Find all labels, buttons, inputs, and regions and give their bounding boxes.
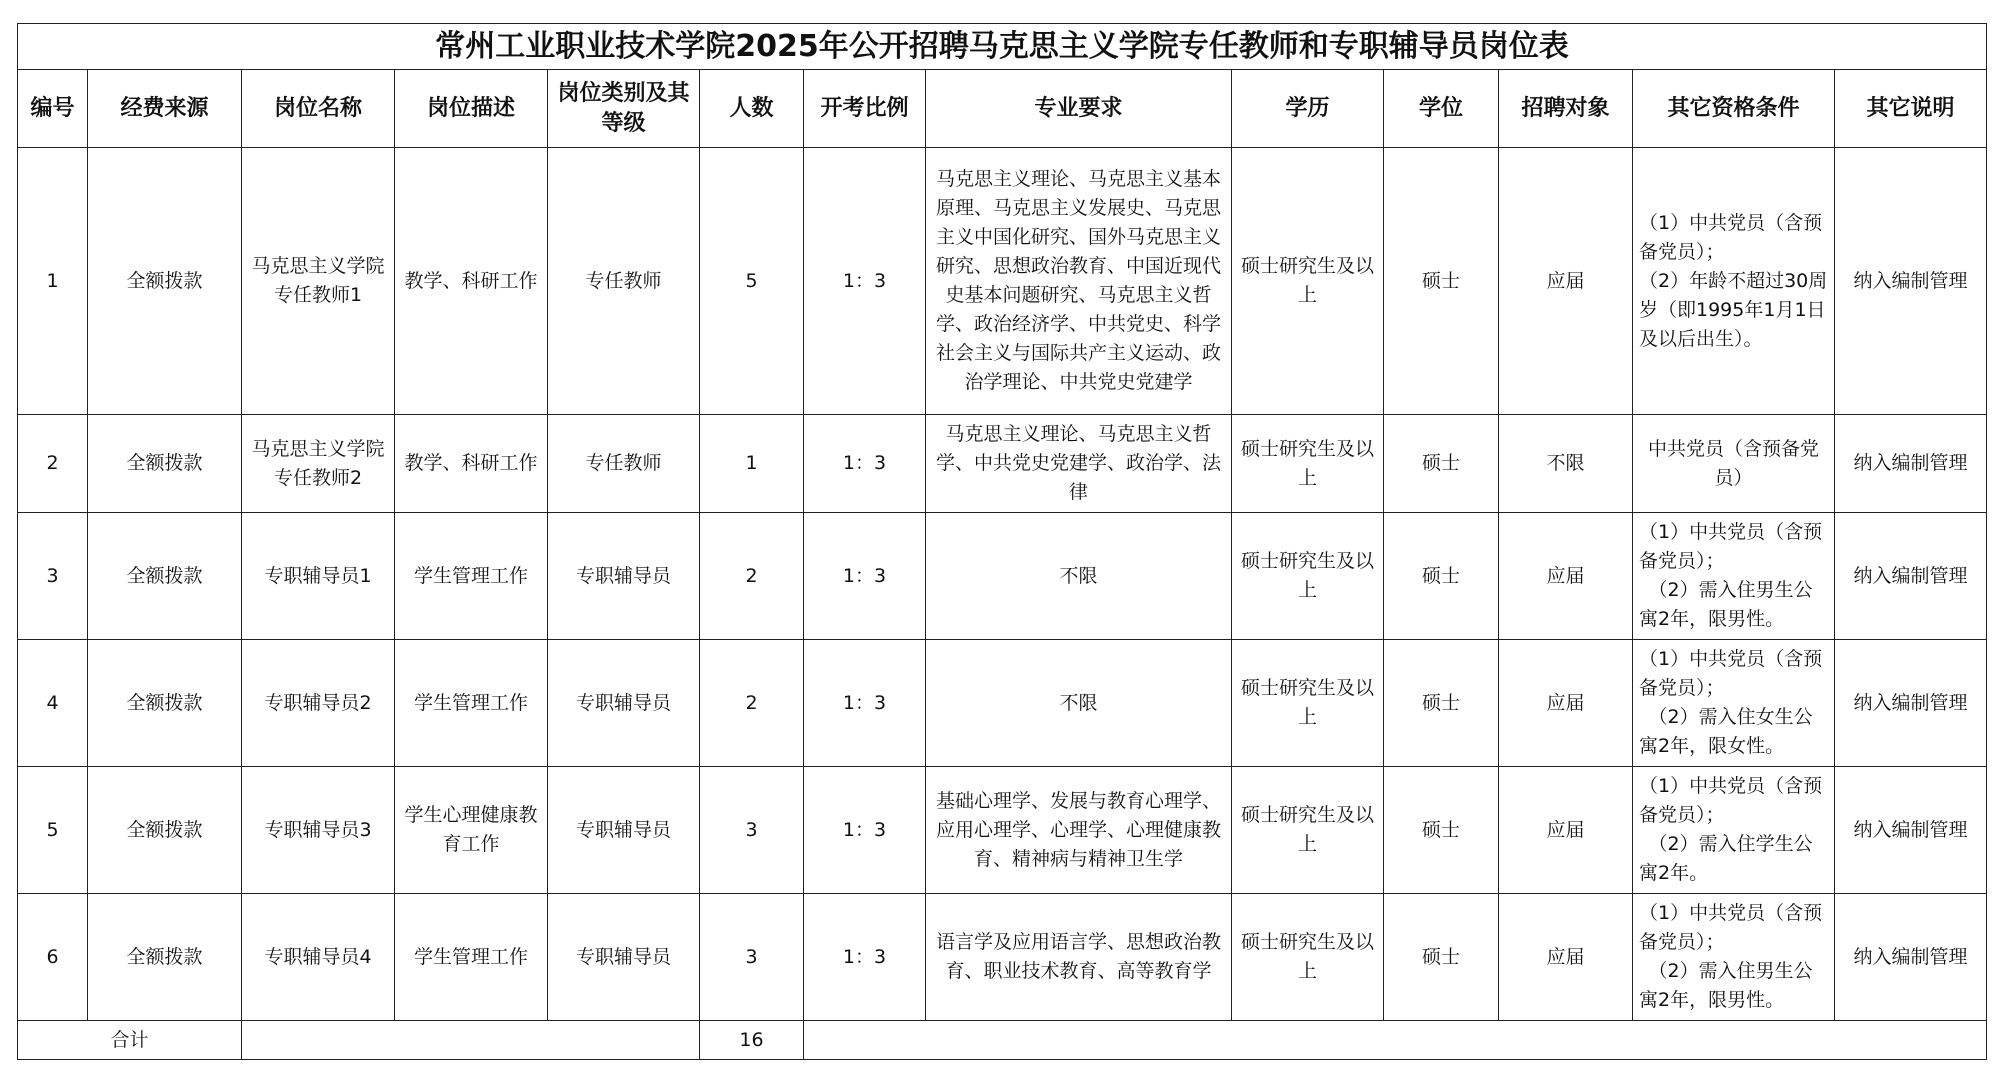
cell-target: 应届: [1499, 767, 1633, 894]
header-degree: 学位: [1384, 70, 1499, 148]
cell-conditions: [1633, 513, 1835, 640]
condition-line: （2）年龄不超过30周岁（即1995年1月1日及以后出生）。: [1639, 269, 1828, 350]
cell-funding: 全额拨款: [88, 148, 242, 415]
cell-position: 马克思主义学院专任教师1: [242, 148, 395, 415]
header-notes: 其它说明: [1835, 70, 1987, 148]
cell-count: 5: [700, 148, 804, 415]
cell-funding: 全额拨款: [88, 767, 242, 894]
cell-notes: 纳入编制管理: [1835, 894, 1987, 1021]
cell-major: 基础心理学、发展与教育心理学、应用心理学、心理学、心理健康教育、精神病与精神卫生学: [926, 767, 1232, 894]
cell-degree: 硕士: [1384, 513, 1499, 640]
header-ratio: 开考比例: [804, 70, 926, 148]
cell-notes: 纳入编制管理: [1835, 415, 1987, 513]
header-row: [18, 70, 1987, 148]
cell-count: 3: [700, 894, 804, 1021]
table-row: [18, 767, 1987, 894]
cell-major: 马克思主义理论、马克思主义哲学、中共党史党建学、政治学、法律: [926, 415, 1232, 513]
total-count: 16: [700, 1021, 804, 1060]
cell-funding: 全额拨款: [88, 415, 242, 513]
cell-notes: 纳入编制管理: [1835, 767, 1987, 894]
cell-category: 专任教师: [548, 148, 700, 415]
cell-count: 2: [700, 513, 804, 640]
cell-funding: 全额拨款: [88, 640, 242, 767]
cell-education: 硕士研究生及以上: [1232, 640, 1384, 767]
cell-category: 专任教师: [548, 415, 700, 513]
cell-notes: 纳入编制管理: [1835, 640, 1987, 767]
cell-conditions: [1633, 767, 1835, 894]
cell-funding: 全额拨款: [88, 513, 242, 640]
cell-ratio: 1：3: [804, 640, 926, 767]
header-position: 岗位名称: [242, 70, 395, 148]
condition-line: （1）中共党员（含预备党员）；: [1639, 521, 1823, 572]
header-education: 学历: [1232, 70, 1384, 148]
cell-degree: 硕士: [1384, 640, 1499, 767]
cell-ratio: 1：3: [804, 513, 926, 640]
cell-position: 专职辅导员2: [242, 640, 395, 767]
header-major: 专业要求: [926, 70, 1232, 148]
total-row: [18, 1021, 1987, 1060]
cell-education: 硕士研究生及以上: [1232, 415, 1384, 513]
cell-funding: 全额拨款: [88, 894, 242, 1021]
cell-education: 硕士研究生及以上: [1232, 767, 1384, 894]
cell-no: 3: [18, 513, 88, 640]
cell-education: 硕士研究生及以上: [1232, 148, 1384, 415]
header-funding: 经费来源: [88, 70, 242, 148]
recruitment-table: [17, 23, 1987, 1060]
cell-conditions: [1633, 894, 1835, 1021]
cell-category: 专职辅导员: [548, 513, 700, 640]
condition-line: （1）中共党员（含预备党员）；: [1639, 211, 1823, 263]
cell-no: 2: [18, 415, 88, 513]
cell-position: 专职辅导员4: [242, 894, 395, 1021]
cell-target: 不限: [1499, 415, 1633, 513]
cell-target: 应届: [1499, 894, 1633, 1021]
cell-no: 4: [18, 640, 88, 767]
cell-conditions: [1633, 640, 1835, 767]
header-count: 人数: [700, 70, 804, 148]
cell-no: 6: [18, 894, 88, 1021]
cell-description: 教学、科研工作: [395, 415, 548, 513]
header-category: 岗位类别及其等级: [548, 70, 700, 148]
header-target: 招聘对象: [1499, 70, 1633, 148]
cell-notes: 纳入编制管理: [1835, 148, 1987, 415]
cell-conditions: [1633, 148, 1835, 415]
total-blank-cell: [804, 1021, 1987, 1060]
cell-no: 5: [18, 767, 88, 894]
table-row: [18, 415, 1987, 513]
cell-ratio: 1：3: [804, 148, 926, 415]
header-description: 岗位描述: [395, 70, 548, 148]
cell-category: 专职辅导员: [548, 767, 700, 894]
cell-degree: 硕士: [1384, 894, 1499, 1021]
table-row: [18, 640, 1987, 767]
cell-major: 不限: [926, 640, 1232, 767]
cell-count: 3: [700, 767, 804, 894]
cell-ratio: 1：3: [804, 894, 926, 1021]
cell-degree: 硕士: [1384, 767, 1499, 894]
table-row: [18, 513, 1987, 640]
cell-category: 专职辅导员: [548, 894, 700, 1021]
condition-line: （2）需入住女生公寓2年，限女性。: [1639, 706, 1813, 757]
cell-count: 2: [700, 640, 804, 767]
cell-target: 应届: [1499, 148, 1633, 415]
cell-degree: 硕士: [1384, 415, 1499, 513]
condition-line: （1）中共党员（含预备党员）；: [1639, 648, 1823, 699]
cell-description: 学生管理工作: [395, 513, 548, 640]
total-label: 合计: [18, 1021, 242, 1060]
cell-description: 学生管理工作: [395, 640, 548, 767]
cell-major: 语言学及应用语言学、思想政治教育、职业技术教育、高等教育学: [926, 894, 1232, 1021]
cell-position: 专职辅导员3: [242, 767, 395, 894]
condition-line: （2）需入住男生公寓2年，限男性。: [1639, 579, 1813, 630]
cell-education: 硕士研究生及以上: [1232, 894, 1384, 1021]
cell-major: 马克思主义理论、马克思主义基本原理、马克思主义发展史、马克思主义中国化研究、国外马克思主义研究、思想政治教育、中国近现代史基本问题研究、马克思主义哲学、政治经济学、中共党史、科学社会主义与国际共产主义运动、政治学理论、中共党史党建学: [926, 148, 1232, 415]
cell-category: 专职辅导员: [548, 640, 700, 767]
header-no: 编号: [18, 70, 88, 148]
cell-no: 1: [18, 148, 88, 415]
condition-line: （1）中共党员（含预备党员）；: [1639, 775, 1823, 826]
cell-position: 马克思主义学院专任教师2: [242, 415, 395, 513]
cell-ratio: 1：3: [804, 415, 926, 513]
condition-line: （2）需入住男生公寓2年，限男性。: [1639, 960, 1813, 1011]
cell-count: 1: [700, 415, 804, 513]
cell-education: 硕士研究生及以上: [1232, 513, 1384, 640]
cell-target: 应届: [1499, 640, 1633, 767]
header-conditions: 其它资格条件: [1633, 70, 1835, 148]
table-row: [18, 148, 1987, 415]
cell-conditions: 中共党员（含预备党员）: [1633, 415, 1835, 513]
cell-ratio: 1：3: [804, 767, 926, 894]
condition-line: （2）需入住学生公寓2年。: [1639, 833, 1813, 884]
condition-line: （1）中共党员（含预备党员）；: [1639, 902, 1823, 953]
cell-position: 专职辅导员1: [242, 513, 395, 640]
cell-degree: 硕士: [1384, 148, 1499, 415]
table-row: [18, 894, 1987, 1021]
table-title: 常州工业职业技术学院2025年公开招聘马克思主义学院专任教师和专职辅导员岗位表: [18, 24, 1987, 70]
cell-notes: 纳入编制管理: [1835, 513, 1987, 640]
cell-description: 教学、科研工作: [395, 148, 548, 415]
total-empty-cell: [242, 1021, 700, 1060]
cell-description: 学生心理健康教育工作: [395, 767, 548, 894]
cell-description: 学生管理工作: [395, 894, 548, 1021]
cell-target: 应届: [1499, 513, 1633, 640]
cell-major: 不限: [926, 513, 1232, 640]
